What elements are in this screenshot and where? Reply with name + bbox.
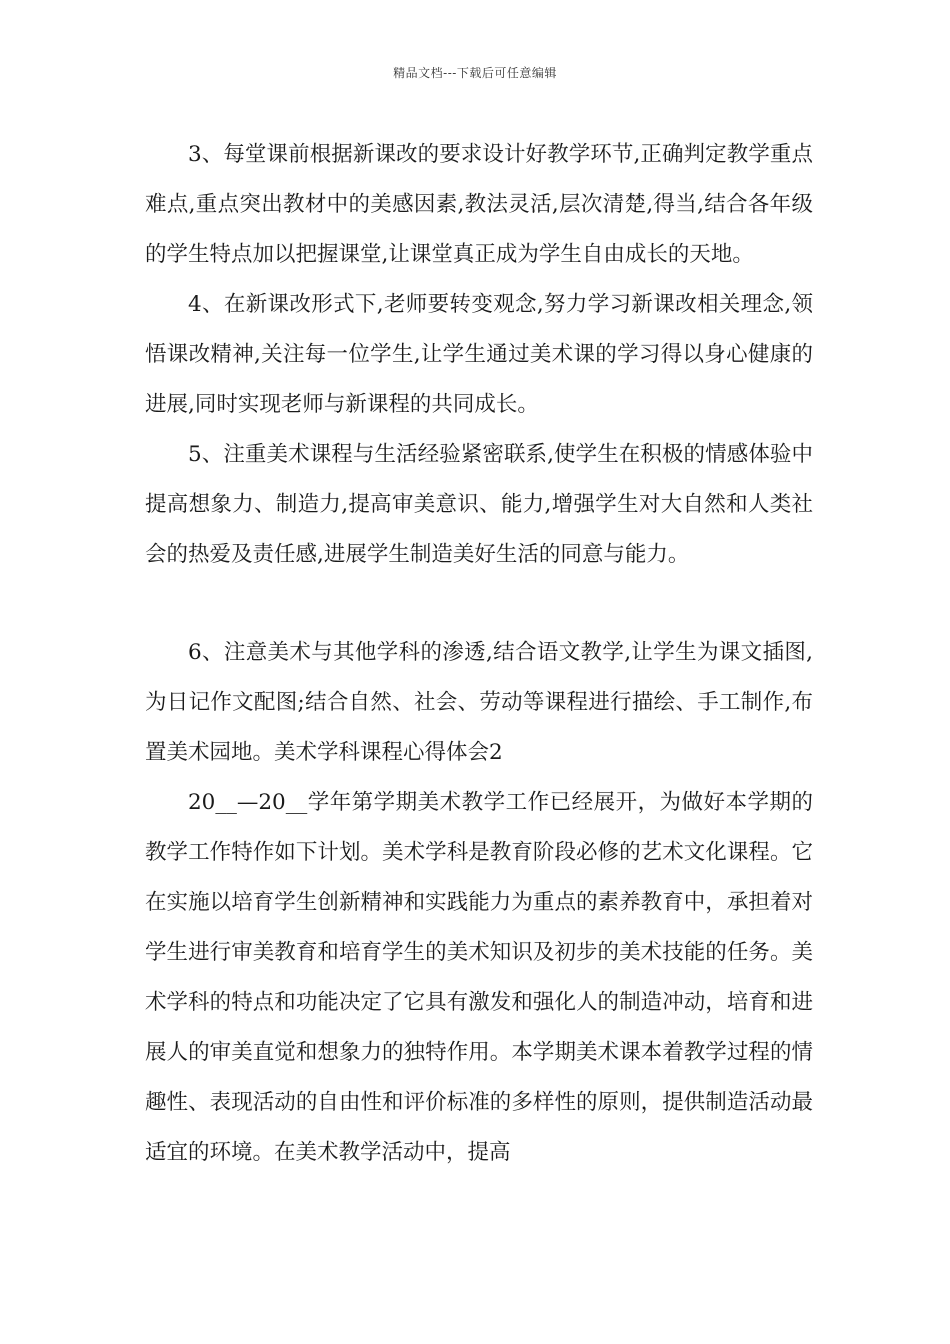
paragraph-5: 5、注重美术课程与生活经验紧密联系,使学生在积极的情感体验中提高想象力、制造力,提高审美意识、能力,增强学生对大自然和人类社会的热爱及责任感,进展学生制造美好生活的同意与能力。	[145, 442, 813, 567]
paragraph-4: 4、在新课改形式下,老师要转变观念,努力学习新课改相关理念,领悟课改精神,关注每一位学生,让学生通过美术课的学习得以身心健康的进展,同时实现老师与新课程的共同成长。	[145, 292, 813, 417]
paragraph-semester-plan: 20__—20__学年第学期美术教学工作已经展开，为做好本学期的教学工作特作如下计划。美术学科是教育阶段必修的艺术文化课程。它在实施以培育学生创新精神和实践能力为重点的素养教育中，承担着对学生进行审美教育和培育学生的美术知识及初步的美术技能的任务。美术学科的特点和功能决定了它具有激发和强化人的制造冲动，培育和进展人的审美直觉和想象力的独特作用。本学期美术课本着教学过程的情趣性、表现活动的自由性和评价标准的多样性的原则，提供制造活动最适宜的环境。在美术教学活动中，提高	[145, 790, 813, 1165]
page-header: 精品文档---下载后可任意编辑	[393, 66, 557, 80]
paragraph-gap	[145, 580, 813, 628]
paragraph-6: 6、注意美术与其他学科的渗透,结合语文教学,让学生为课文插图,为日记作文配图;结合自然、社会、劳动等课程进行描绘、手工制作,布置美术园地。美术学科课程心得体会2	[145, 640, 813, 765]
document-body	[145, 130, 813, 1178]
paragraph-3: 3、每堂课前根据新课改的要求设计好教学环节,正确判定教学重点难点,重点突出教材中的美感因素,教法灵活,层次清楚,得当,结合各年级的学生特点加以把握课堂,让课堂真正成为学生自由成长的天地。	[145, 142, 813, 267]
